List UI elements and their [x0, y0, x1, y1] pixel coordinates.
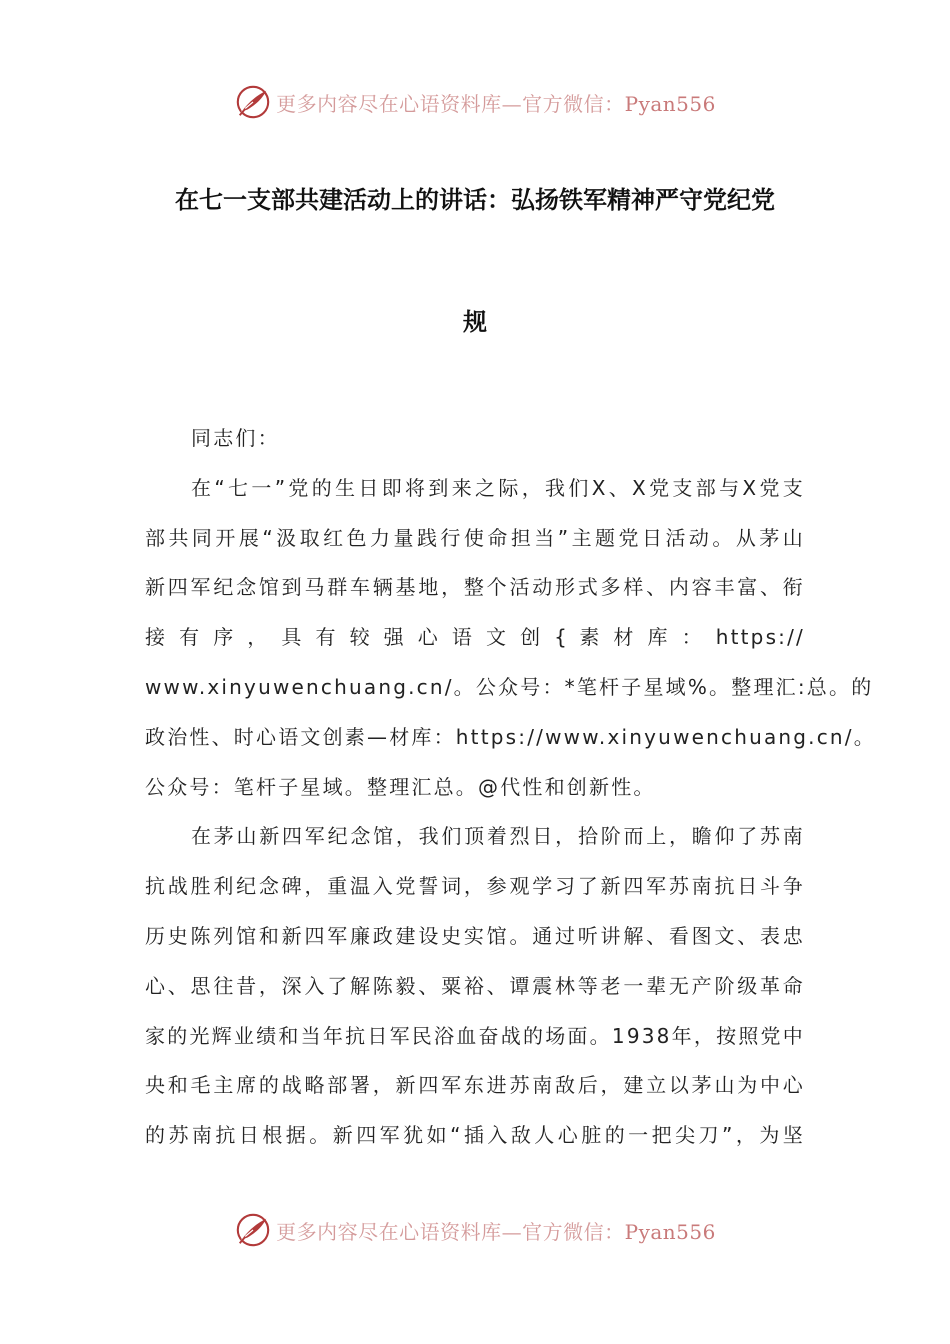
watermark-text: 更多内容尽在心语资料库—官方微信：Pyan556	[276, 91, 716, 116]
document-body	[145, 414, 876, 1161]
paragraph-1	[145, 464, 876, 813]
paragraph-line: 在茅山新四军纪念馆，我们顶着烈日，拾阶而上，瞻仰了苏南	[191, 824, 805, 849]
salutation: 同志们：	[191, 426, 280, 450]
document-title-line1: 在七一支部共建活动上的讲话：弘扬铁军精神严守党纪党	[175, 186, 775, 214]
paragraph-2	[145, 812, 805, 1161]
paragraph-line: 央和毛主席的战略部署，新四军东进苏南敌后，建立以茅山为中心	[145, 1073, 805, 1098]
watermark-footer	[0, 1210, 950, 1250]
paragraph-line: 公众号：笔杆子星域。整理汇总。@代性和创新性。	[145, 774, 656, 799]
document-title-line2: 规	[463, 308, 487, 336]
paragraph-line: 在“七一”党的生日即将到来之际，我们X、X党支部与X党支	[191, 475, 805, 500]
paragraph-line: www.xinyuwenchuang.cn/。公众号：*笔杆子星域%。整理汇:总。的	[145, 674, 874, 699]
paragraph-line: 政治性、时心语文创素—材库：https://www.xinyuwenchuang.cn/。	[145, 724, 876, 749]
watermark-header	[0, 82, 950, 122]
quill-logo-icon	[234, 83, 272, 121]
paragraph-line: 家的光辉业绩和当年抗日军民浴血奋战的场面。1938年，按照党中	[145, 1023, 805, 1048]
paragraph-line: 新四军纪念馆到马群车辆基地，整个活动形式多样、内容丰富、衔	[145, 575, 805, 600]
quill-logo-icon	[234, 1211, 272, 1249]
paragraph-line: 的苏南抗日根据。新四军犹如“插入敌人心脏的一把尖刀”，为坚	[145, 1123, 805, 1148]
paragraph-line: 心、思往昔，深入了解陈毅、粟裕、谭震林等老一辈无产阶级革命	[145, 973, 805, 998]
paragraph-line: 历史陈列馆和新四军廉政建设史实馆。通过听讲解、看图文、表忠	[145, 923, 805, 948]
paragraph-line: 部共同开展“汲取红色力量践行使命担当”主题党日活动。从茅山	[145, 525, 805, 550]
watermark-text: 更多内容尽在心语资料库—官方微信：Pyan556	[276, 1219, 716, 1244]
paragraph-line: 接 有 序 ， 具 有 较 强 心 语 文 创 { 素 材 库 ： https://	[145, 625, 805, 650]
paragraph-line: 抗战胜利纪念碑，重温入党誓词，参观学习了新四军苏南抗日斗争	[145, 874, 805, 899]
